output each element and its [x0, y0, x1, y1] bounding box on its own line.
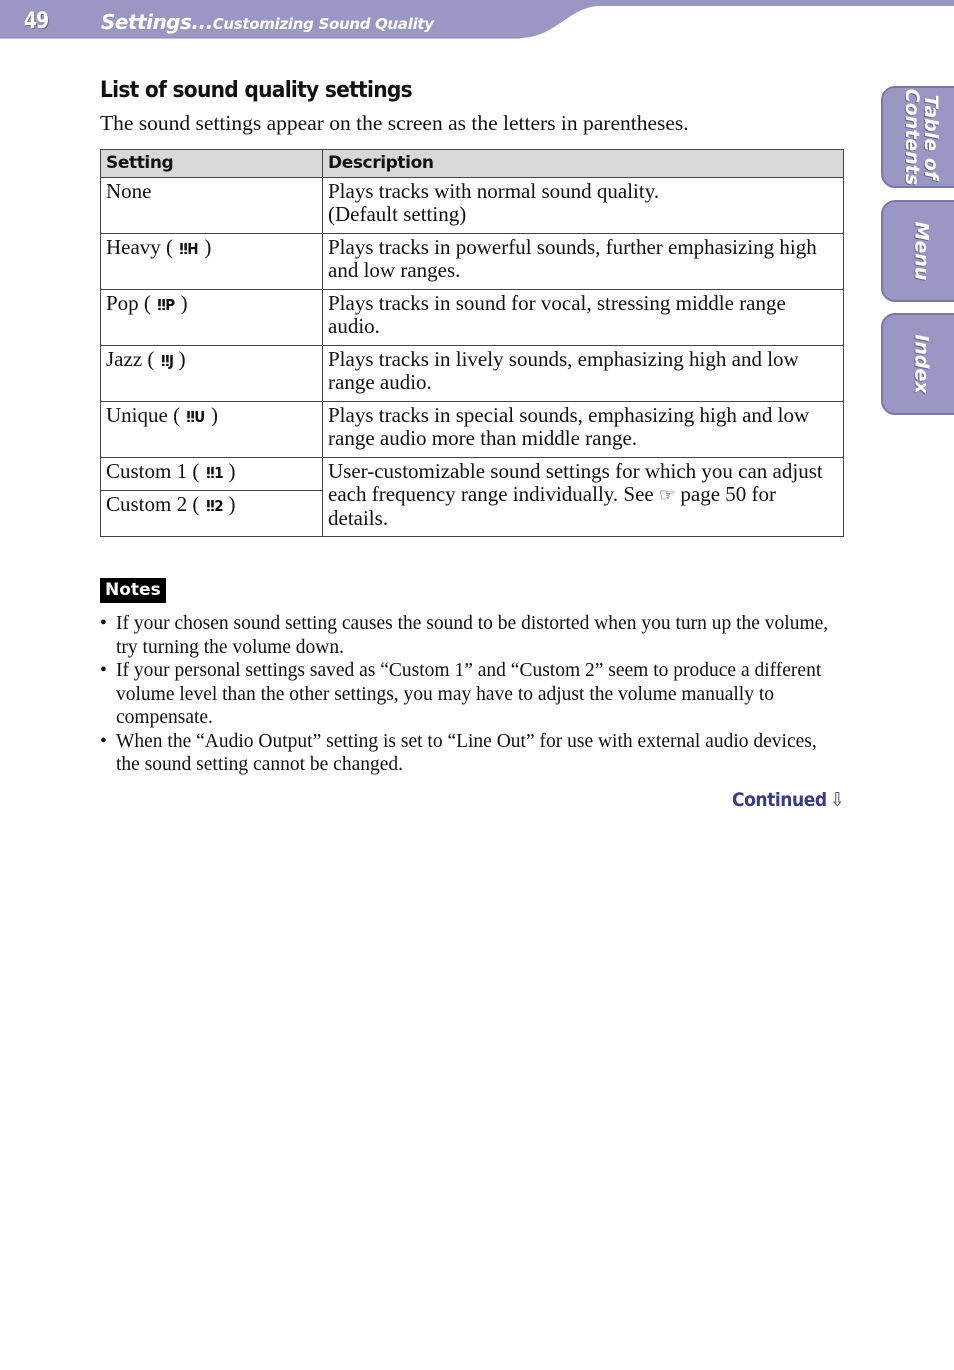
description-line: Plays tracks with normal sound quality.: [328, 179, 660, 203]
list-item: • If your personal settings saved as “Custom 1” and “Custom 2” seem to produce a different volume level than the other settings, you may have to adjust the volume manually to compensate.: [100, 659, 830, 730]
table-row: [101, 234, 844, 290]
breadcrumb-ellipsis: ...: [191, 10, 213, 34]
tab-table-of-contents-label: Table of Contents: [901, 88, 942, 186]
breadcrumb-section: Settings: [101, 10, 192, 34]
description-cell: Plays tracks in lively sounds, emphasizing high and low range audio.: [323, 346, 844, 402]
intro-text: The sound settings appear on the screen as the letters in parentheses.: [100, 111, 689, 135]
equalizer-icon: ⵑⵑH: [179, 240, 199, 258]
list-item: • If your chosen sound setting causes the sound to be distorted when you turn up the volume, try turning the volume down.: [100, 612, 830, 659]
continued-label: Continued: [732, 789, 827, 811]
description-cell: Plays tracks in special sounds, emphasizing high and low range audio more than middle range.: [323, 402, 844, 458]
description-cell: Plays tracks in sound for vocal, stressing middle range audio.: [323, 290, 844, 346]
table-row: [101, 346, 844, 402]
notes-list: [100, 612, 830, 777]
setting-cell: Jazz ( ⵑⵑJ ): [101, 346, 323, 402]
setting-cell: Heavy ( ⵑⵑH ): [101, 234, 323, 290]
page-header: [0, 0, 954, 42]
setting-cell: Custom 2 ( ⵑⵑ2 ): [101, 491, 323, 537]
setting-name: Custom 1 (: [106, 459, 200, 483]
down-arrow-icon: ⇩: [830, 789, 845, 811]
table-row: [101, 290, 844, 346]
description-cell: Plays tracks in powerful sounds, further emphasizing high and low ranges.: [323, 234, 844, 290]
equalizer-icon: ⵑⵑU: [186, 408, 205, 426]
setting-name: Unique (: [106, 403, 181, 427]
pointing-hand-icon: ☞: [659, 485, 676, 505]
sound-settings-table: [100, 149, 844, 537]
equalizer-icon: ⵑⵑJ: [160, 352, 173, 370]
setting-name: Heavy (: [106, 235, 174, 259]
equalizer-icon: ⵑⵑ1: [205, 464, 223, 482]
continued-link[interactable]: [732, 789, 844, 811]
column-header-setting: Setting: [101, 150, 323, 178]
setting-name: Jazz (: [106, 347, 155, 371]
description-line: (Default setting): [328, 202, 467, 226]
setting-cell: Unique ( ⵑⵑU ): [101, 402, 323, 458]
tab-menu[interactable]: [881, 200, 954, 302]
section-heading: List of sound quality settings: [100, 78, 412, 103]
setting-name: Pop (: [106, 291, 151, 315]
setting-cell: [101, 178, 323, 234]
description-cell: User-customizable sound settings for which you can adjust each frequency range individually. See ☞ page 50 for details.: [323, 458, 844, 537]
equalizer-icon: ⵑⵑ2: [205, 497, 223, 515]
table-row: [101, 402, 844, 458]
setting-cell: Pop ( ⵑⵑP ): [101, 290, 323, 346]
description-cell: [323, 178, 844, 234]
setting-name: None: [106, 179, 152, 203]
equalizer-icon: ⵑⵑP: [157, 296, 175, 314]
setting-name: Custom 2 (: [106, 492, 200, 516]
table-header-row: [101, 150, 844, 178]
notes-label: Notes: [100, 578, 166, 603]
table-row: [101, 178, 844, 234]
list-item: • When the “Audio Output” setting is set to “Line Out” for use with external audio devices, the sound setting cannot be changed.: [100, 730, 830, 777]
tab-index-label: Index: [910, 334, 933, 394]
table-row: [101, 458, 844, 491]
breadcrumb: [101, 10, 434, 34]
column-header-description: Description: [323, 150, 844, 178]
page-number: 49: [24, 9, 49, 34]
tab-index[interactable]: [881, 313, 954, 415]
setting-cell: Custom 1 ( ⵑⵑ1 ): [101, 458, 323, 491]
tab-menu-label: Menu: [910, 221, 933, 281]
breadcrumb-subsection: Customizing Sound Quality: [212, 15, 434, 33]
tab-table-of-contents[interactable]: [881, 86, 954, 188]
